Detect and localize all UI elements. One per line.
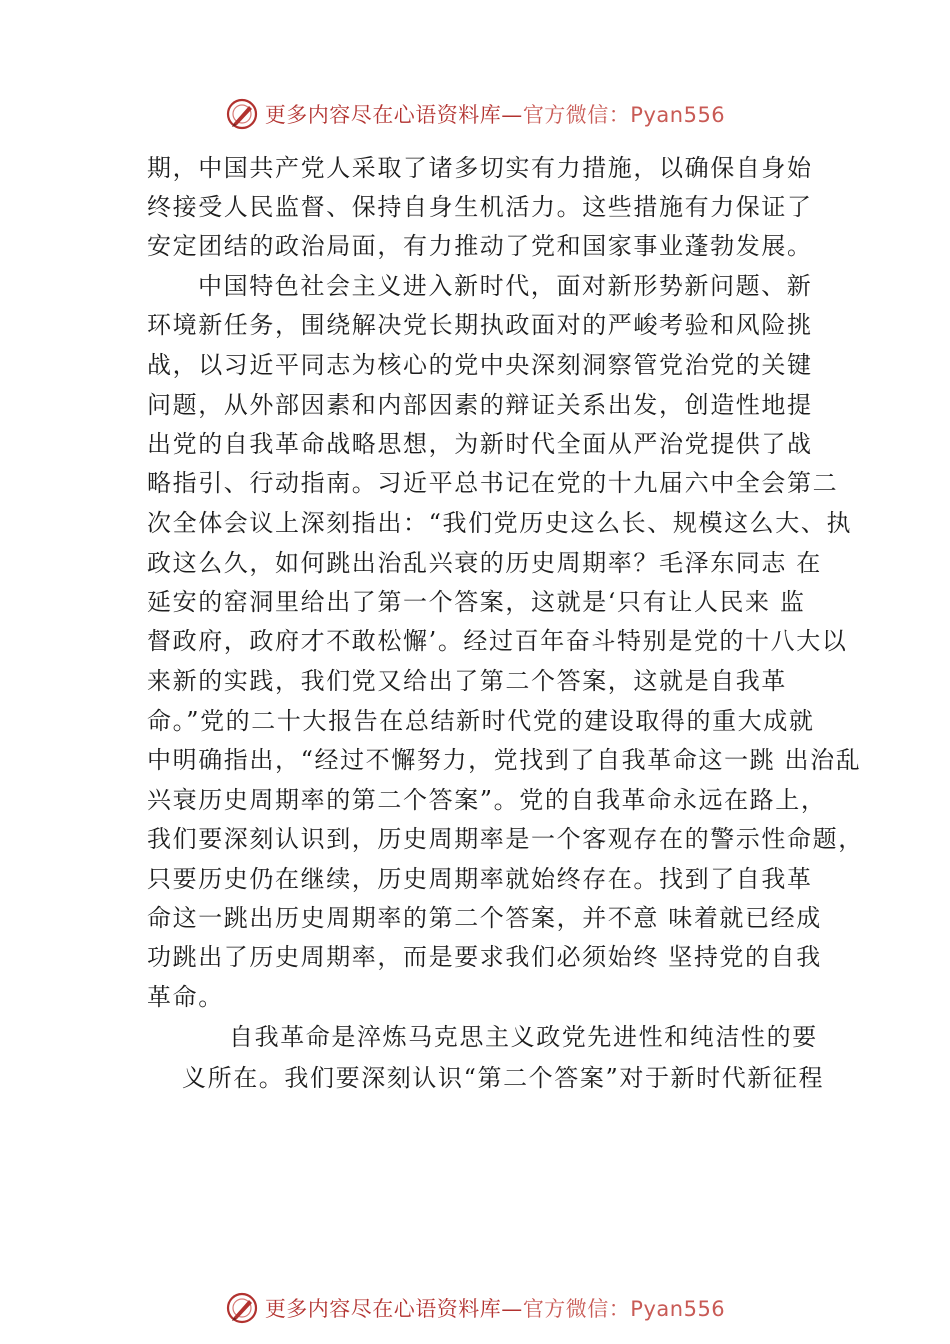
text-line: 命这一跳出历史周期率的第二个答案，并不意 味着就已经成	[147, 904, 822, 932]
header-banner	[0, 92, 950, 136]
header-banner-suffix: 官方微信：Pyan556	[522, 103, 726, 127]
text-line: 延安的窑洞里给出了第一个答案，这就是‘只有让人民来 监	[147, 588, 806, 616]
text-line: 战，以习近平同志为核心的党中央深刻洞察管党治党的关键	[147, 351, 813, 379]
text-line: 出党的自我革命战略思想，为新时代全面从严治党提供了战	[147, 430, 813, 458]
text-line: 来新的实践，我们党又给出了第二个答案，这就是自我革	[147, 667, 787, 695]
pen-logo-icon	[225, 1291, 259, 1325]
text-line: 略指引、行动指南。习近平总书记在党的十九届六中全会第二	[147, 469, 839, 497]
footer-banner-suffix: 官方微信：Pyan556	[522, 1297, 726, 1321]
header-banner-prefix: 更多内容尽在心语资料库—	[264, 103, 523, 127]
text-line: 督政府，政府才不敢松懈’。经过百年奋斗特别是党的十八大以	[147, 627, 848, 655]
footer-banner-text	[265, 1293, 725, 1323]
text-line: 期，中国共产党人采取了诸多切实有力措施，以确保自身始	[147, 154, 813, 182]
text-line: 兴衰历史周期率的第二个答案”。党的自我革命永远在路上，	[147, 786, 827, 814]
text-line: 中国特色社会主义进入新时代，面对新形势新问题、新	[198, 272, 813, 300]
text-line: 安定团结的政治局面，有力推动了党和国家事业蓬勃发展。	[147, 232, 813, 260]
text-line: 问题，从外部因素和内部因素的辩证关系出发，创造性地提	[147, 391, 813, 419]
text-line: 次全体会议上深刻指出：“我们党历史这么长、规模这么大、执	[147, 509, 853, 537]
text-line: 政这么久，如何跳出治乱兴衰的历史周期率？毛泽东同志 在	[147, 549, 822, 577]
text-line: 功跳出了历史周期率，而是要求我们必须始终 坚持党的自我	[147, 943, 822, 971]
footer-banner	[0, 1286, 950, 1330]
footer-banner-prefix: 更多内容尽在心语资料库—	[264, 1297, 523, 1321]
pen-logo-icon	[225, 97, 259, 131]
text-line: 义所在。我们要深刻认识“第二个答案”对于新时代新征程	[182, 1064, 825, 1092]
header-banner-text	[265, 99, 725, 129]
text-line: 中明确指出，“经过不懈努力，党找到了自我革命这一跳 出治乱	[147, 746, 862, 774]
text-line: 命。”党的二十大报告在总结新时代党的建设取得的重大成就	[147, 707, 815, 735]
text-line: 环境新任务，围绕解决党长期执政面对的严峻考验和风险挑	[147, 311, 813, 339]
text-line: 只要历史仍在继续，历史周期率就始终存在。找到了自我革	[147, 865, 813, 893]
text-line: 我们要深刻认识到，历史周期率是一个客观存在的警示性命题，	[147, 825, 864, 853]
text-line: 终接受人民监督、保持自身生机活力。这些措施有力保证了	[147, 193, 813, 221]
text-line: 革命。	[147, 983, 224, 1011]
text-line: 自我革命是淬炼马克思主义政党先进性和纯洁性的要	[229, 1023, 818, 1051]
